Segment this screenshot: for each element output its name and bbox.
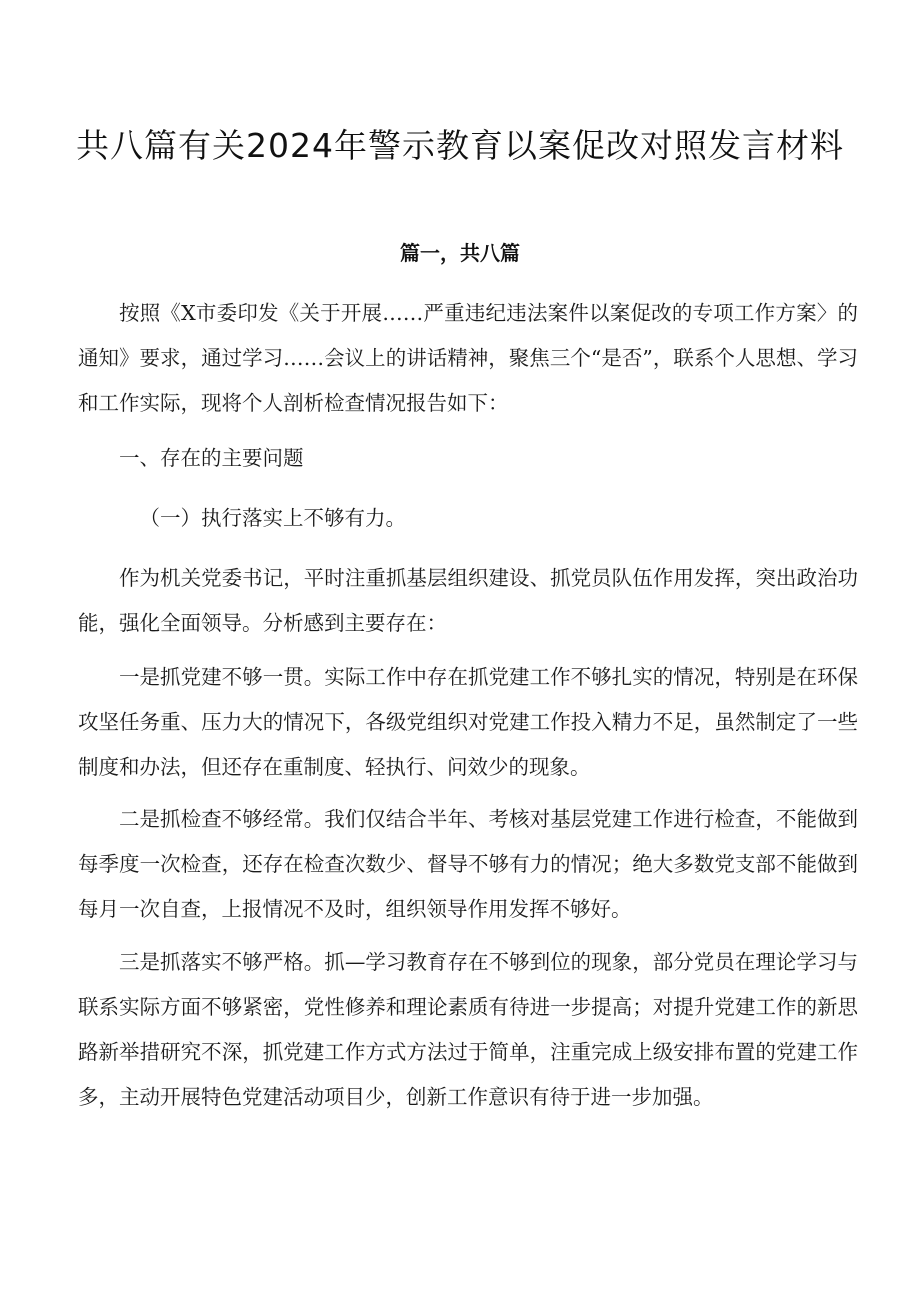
intro-paragraph: 按照《X市委印发《关于开展……严重违纪违法案件以案促改的专项工作方案〉的通知》要求，通过学习……会议上的讲话精神，聚焦三个“是否”，联系个人思想、学习和工作实际，现将个人剖析检查情况报告如下： (78, 301, 858, 415)
subheading-execution: （一）执行落实上不够有力。 (139, 506, 406, 530)
body-paragraph-4: 三是抓落实不够严格。抓—学习教育存在不够到位的现象，部分党员在理论学习与联系实际方面不够紧密，党性修养和理论素质有待进一步提高；对提升党建工作的新思路新举措研究不深，抓党建工作方式方法过于简单，注重完成上级安排布置的党建工作多，主动开展特色党建活动项目少，创新工作意识有待于进一步加强。 (78, 950, 858, 1109)
body-paragraph-2: 一是抓党建不够一贯。实际工作中存在抓党建工作不够扎实的情况，特别是在环保攻坚任务重、压力大的情况下，各级党组织对党建工作投入精力不足，虽然制定了一些制度和办法，但还存在重制度、轻执行、问效少的现象。 (78, 665, 858, 779)
body-paragraph-3: 二是抓检查不够经常。我们仅结合半年、考核对基层党建工作进行检查，不能做到每季度一次检查，还存在检查次数少、督导不够有力的情况；绝大多数党支部不能做到每月一次自查，上报情况不及时，组织领导作用发挥不够好。 (78, 807, 858, 921)
body-paragraph-1: 作为机关党委书记，平时注重抓基层组织建设、抓党员队伍作用发挥，突出政治功能，强化全面领导。分析感到主要存在： (78, 566, 858, 635)
heading-main-problems: 一、存在的主要问题 (119, 446, 304, 470)
section-heading: 篇一，共八篇 (400, 241, 520, 265)
document-title: 共八篇有关2024年警示教育以案促改对照发言材料 (76, 126, 844, 165)
